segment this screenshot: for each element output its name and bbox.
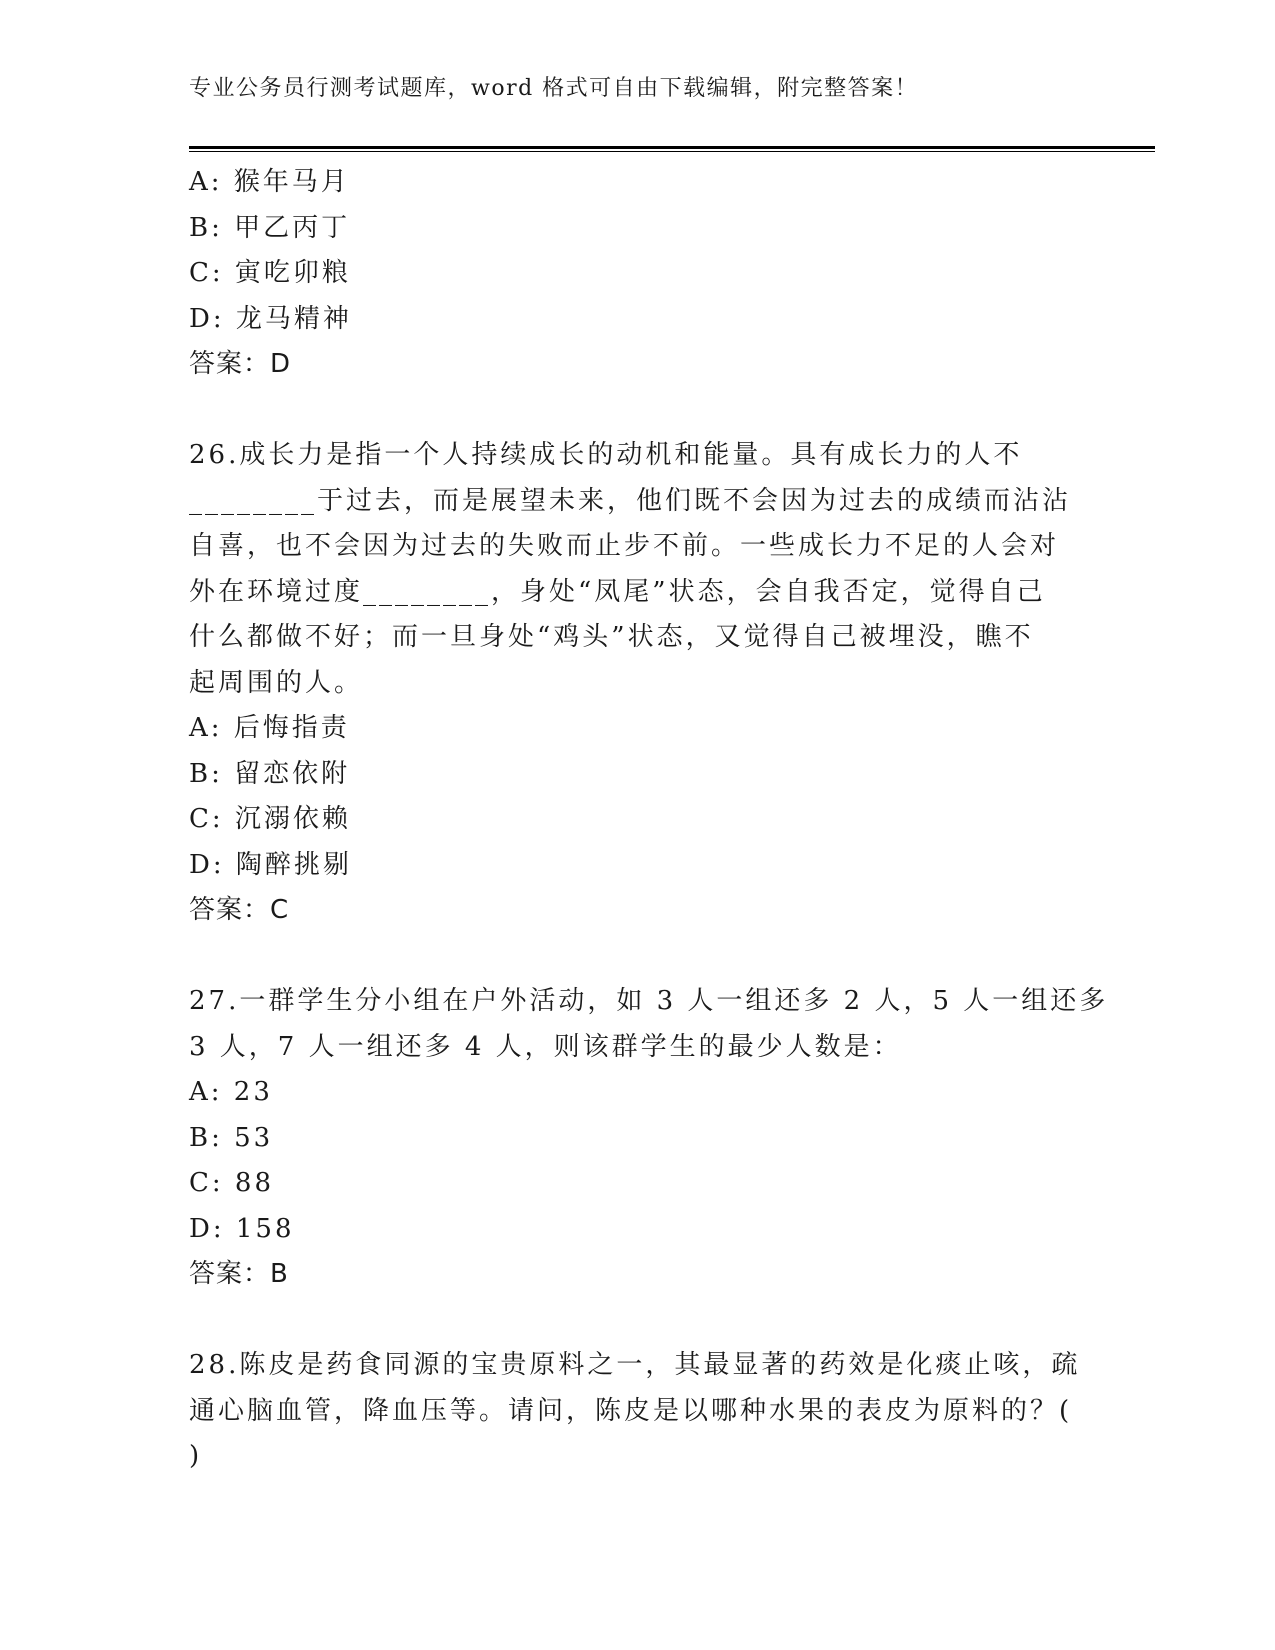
q26-text-line: 什么都做不好；而一旦身处“鸡头”状态，又觉得自己被埋没，瞧不 (189, 622, 1034, 652)
page-header: 专业公务员行测考试题库，word 格式可自由下载编辑，附完整答案！ (189, 76, 919, 101)
q28-text-line: ) (189, 1441, 203, 1471)
header-rule-thick (189, 146, 1155, 149)
q25-option-c: C: 寅吃卯粮 (189, 258, 351, 288)
q26-text-line: 起周围的人。 (189, 667, 364, 698)
question-25-tail (189, 160, 1089, 388)
q26-text-line: 外在环境过度________，身处“凤尾”状态，会自我否定，觉得自己 (189, 576, 1046, 607)
q27-text-line: 27.一群学生分小组在户外活动，如 3 人一组还多 2 人，5 人一组还多 (189, 986, 1109, 1016)
q26-text-line: 26.成长力是指一个人持续成长的动机和能量。具有成长力的人不 (189, 440, 1023, 470)
q27-text-line: 3 人，7 人一组还多 4 人，则该群学生的最少人数是： (189, 1031, 902, 1062)
q26-answer: 答案：C (189, 895, 290, 925)
q26-text-line: ________于过去，而是展望未来，他们既不会因为过去的成绩而沾沾 (189, 485, 1072, 516)
question-28 (189, 1343, 1089, 1480)
question-content (189, 160, 1109, 1480)
question-26 (189, 433, 1089, 934)
q26-option-a: A: 后悔指责 (189, 713, 350, 743)
q27-option-d: D: 158 (189, 1213, 295, 1244)
q26-option-b: B: 留恋依附 (189, 758, 351, 789)
q25-option-d: D: 龙马精神 (189, 303, 352, 334)
q25-answer: 答案：D (189, 349, 292, 379)
q26-option-d: D: 陶醉挑剔 (189, 849, 352, 880)
header-rule-thin (189, 151, 1155, 152)
q27-answer: 答案：B (189, 1259, 289, 1289)
question-27 (189, 979, 1109, 1298)
q28-text-line: 28.陈皮是药食同源的宝贵原料之一，其最显著的药效是化痰止咳，疏 (189, 1350, 1081, 1380)
q26-option-c: C: 沉溺依赖 (189, 804, 351, 834)
q27-option-a: A: 23 (189, 1077, 273, 1107)
q25-option-b: B: 甲乙丙丁 (189, 212, 351, 243)
q28-text-line: 通心脑血管，降血压等。请问，陈皮是以哪种水果的表皮为原料的？( (189, 1395, 1073, 1426)
q27-option-c: C: 88 (189, 1168, 275, 1198)
q26-text-line: 自喜，也不会因为过去的失败而止步不前。一些成长力不足的人会对 (189, 531, 1060, 561)
q25-option-a: A: 猴年马月 (189, 167, 350, 197)
q27-option-b: B: 53 (189, 1122, 274, 1153)
